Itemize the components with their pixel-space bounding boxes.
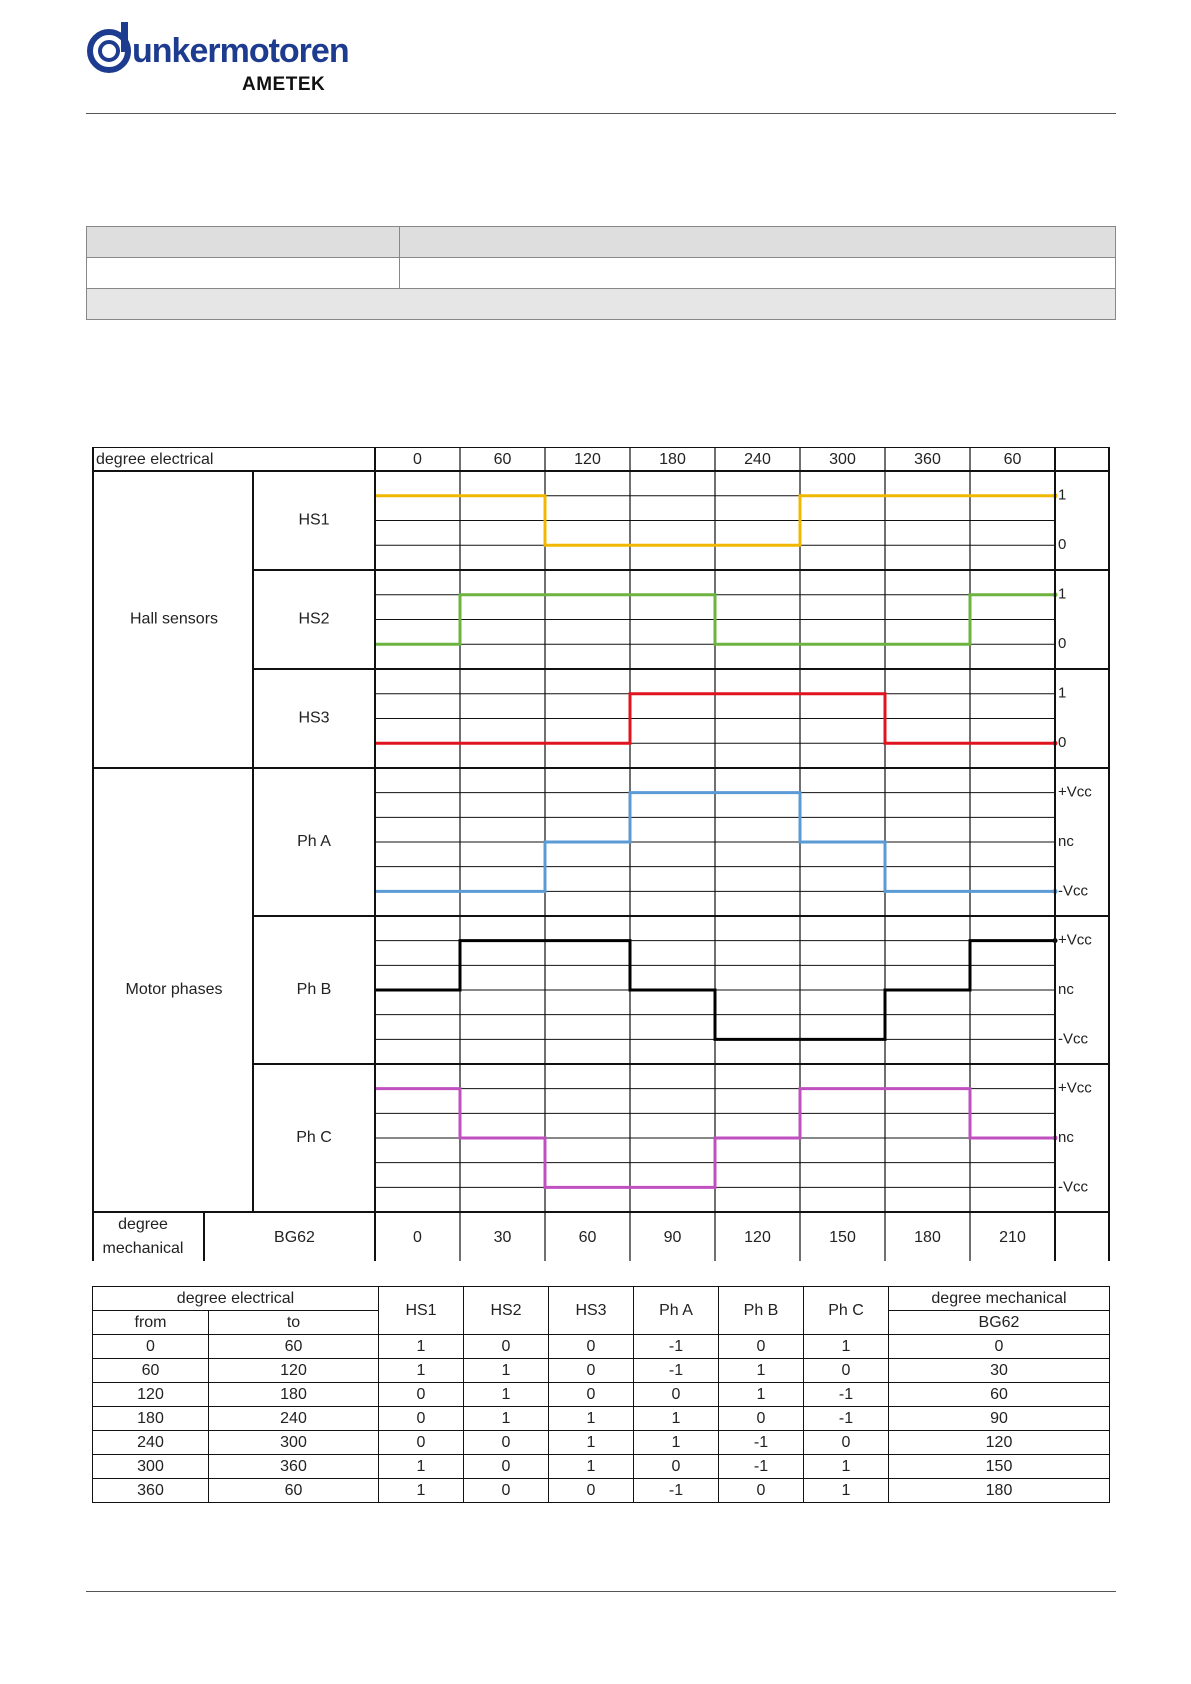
table-cell: -1 bbox=[804, 1383, 889, 1407]
table-cell: 360 bbox=[93, 1479, 209, 1503]
table-cell: 0 bbox=[379, 1431, 464, 1455]
table-cell: 1 bbox=[804, 1455, 889, 1479]
degree-mechanical-header: degree mechanical bbox=[889, 1287, 1110, 1311]
table-cell: 300 bbox=[93, 1455, 209, 1479]
degree-mechanical-tick: 120 bbox=[744, 1229, 771, 1247]
degree-mechanical-tick: 210 bbox=[999, 1229, 1026, 1247]
table-cell: 30 bbox=[889, 1359, 1110, 1383]
table-row bbox=[93, 1431, 1110, 1455]
info-table-band bbox=[87, 289, 1116, 320]
hs1-scale-label: 0 bbox=[1058, 536, 1067, 554]
phc-scale-label: -Vcc bbox=[1058, 1178, 1088, 1196]
from-header: from bbox=[93, 1311, 209, 1335]
table-cell: 0 bbox=[549, 1479, 634, 1503]
table-cell: 1 bbox=[464, 1359, 549, 1383]
table-cell: 1 bbox=[549, 1455, 634, 1479]
phc-label: Ph C bbox=[296, 1129, 332, 1147]
logo-ametek: AMETEK bbox=[242, 74, 326, 95]
degree-mechanical-tick: 30 bbox=[493, 1229, 512, 1247]
pha-scale-label: +Vcc bbox=[1058, 783, 1092, 801]
hs1-label: HS1 bbox=[298, 511, 330, 529]
degree-electrical-tick: 300 bbox=[829, 451, 856, 469]
degree-electrical-tick: 60 bbox=[493, 451, 512, 469]
hs3-header: HS3 bbox=[549, 1287, 634, 1335]
degree-electrical-header: degree electrical bbox=[93, 1287, 379, 1311]
table-cell: 0 bbox=[634, 1383, 719, 1407]
info-table-header-row bbox=[87, 227, 1116, 258]
table-cell: 0 bbox=[379, 1407, 464, 1431]
phb-scale-label: +Vcc bbox=[1058, 931, 1092, 949]
table-cell: 0 bbox=[804, 1431, 889, 1455]
table-cell: 1 bbox=[379, 1455, 464, 1479]
table-cell: 0 bbox=[93, 1335, 209, 1359]
table-cell: 360 bbox=[209, 1455, 379, 1479]
table-cell: 120 bbox=[93, 1383, 209, 1407]
table-cell: 1 bbox=[464, 1383, 549, 1407]
degree-mechanical-tick: 180 bbox=[914, 1229, 941, 1247]
table-cell: 0 bbox=[719, 1407, 804, 1431]
degree-mechanical-label: mechanical bbox=[102, 1240, 184, 1258]
table-cell: 0 bbox=[464, 1479, 549, 1503]
table-row bbox=[93, 1407, 1110, 1431]
table-cell: 0 bbox=[464, 1335, 549, 1359]
header-rule bbox=[86, 113, 1116, 114]
phb-header: Ph B bbox=[719, 1287, 804, 1335]
degree-electrical-tick: 120 bbox=[574, 451, 601, 469]
phb-label: Ph B bbox=[296, 981, 332, 999]
table-row bbox=[93, 1455, 1110, 1479]
table-cell: 240 bbox=[93, 1431, 209, 1455]
hs1-scale-label: 1 bbox=[1058, 486, 1067, 504]
table-cell: 0 bbox=[464, 1455, 549, 1479]
hs3-scale-label: 0 bbox=[1058, 734, 1067, 752]
table-cell: 120 bbox=[209, 1359, 379, 1383]
table-cell: 0 bbox=[719, 1479, 804, 1503]
table-cell: 1 bbox=[804, 1335, 889, 1359]
info-table bbox=[86, 226, 1116, 320]
phb-scale-label: nc bbox=[1058, 980, 1074, 998]
table-cell: 120 bbox=[889, 1431, 1110, 1455]
table-cell: 1 bbox=[464, 1407, 549, 1431]
footer-rule bbox=[86, 1591, 1116, 1592]
commutation-table bbox=[92, 1286, 1110, 1503]
hs3-label: HS3 bbox=[298, 709, 330, 727]
table-cell: -1 bbox=[634, 1479, 719, 1503]
degree-electrical-tick: 60 bbox=[1003, 451, 1022, 469]
degree-electrical-tick: 180 bbox=[659, 451, 686, 469]
table-cell: 0 bbox=[379, 1383, 464, 1407]
table-cell: -1 bbox=[804, 1407, 889, 1431]
degree-mechanical-label: degree bbox=[118, 1216, 168, 1234]
table-cell: 0 bbox=[549, 1383, 634, 1407]
logo-emblem-icon bbox=[85, 22, 135, 76]
degree-mechanical-tick: 0 bbox=[413, 1229, 422, 1247]
table-cell: 180 bbox=[889, 1479, 1110, 1503]
table-cell: 1 bbox=[719, 1383, 804, 1407]
motor-phases-label: Motor phases bbox=[125, 981, 223, 999]
table-cell: 300 bbox=[209, 1431, 379, 1455]
table-cell: 1 bbox=[634, 1431, 719, 1455]
table-cell: -1 bbox=[719, 1455, 804, 1479]
hs3-scale-label: 1 bbox=[1058, 684, 1067, 702]
degree-mechanical-tick: 150 bbox=[829, 1229, 856, 1247]
info-table-row bbox=[87, 258, 1116, 289]
phc-scale-label: +Vcc bbox=[1058, 1079, 1092, 1097]
table-cell: 90 bbox=[889, 1407, 1110, 1431]
table-cell: 0 bbox=[889, 1335, 1110, 1359]
table-cell: 180 bbox=[93, 1407, 209, 1431]
table-cell: 0 bbox=[634, 1455, 719, 1479]
hs2-scale-label: 0 bbox=[1058, 635, 1067, 653]
table-cell: 60 bbox=[209, 1479, 379, 1503]
degree-electrical-tick: 360 bbox=[914, 451, 941, 469]
table-cell: -1 bbox=[634, 1359, 719, 1383]
table-cell: 240 bbox=[209, 1407, 379, 1431]
degree-mechanical-tick: 90 bbox=[663, 1229, 682, 1247]
table-cell: 1 bbox=[379, 1479, 464, 1503]
degree-electrical-tick: 240 bbox=[744, 451, 771, 469]
table-cell: 180 bbox=[209, 1383, 379, 1407]
phc-scale-label: nc bbox=[1058, 1128, 1074, 1146]
table-row bbox=[93, 1335, 1110, 1359]
table-row bbox=[93, 1479, 1110, 1503]
table-cell: 0 bbox=[804, 1359, 889, 1383]
table-cell: 150 bbox=[889, 1455, 1110, 1479]
hall-sensors-label: Hall sensors bbox=[129, 610, 219, 628]
table-cell: 0 bbox=[549, 1335, 634, 1359]
table-cell: 1 bbox=[804, 1479, 889, 1503]
phb-scale-label: -Vcc bbox=[1058, 1030, 1088, 1048]
pha-scale-label: -Vcc bbox=[1058, 882, 1088, 900]
table-cell: 0 bbox=[719, 1335, 804, 1359]
hs2-scale-label: 1 bbox=[1058, 585, 1067, 603]
table-cell: 60 bbox=[209, 1335, 379, 1359]
table-cell: 1 bbox=[549, 1431, 634, 1455]
commutation-diagram bbox=[92, 447, 1112, 1261]
table-row bbox=[93, 1383, 1110, 1407]
table-cell: 1 bbox=[719, 1359, 804, 1383]
table-cell: 60 bbox=[93, 1359, 209, 1383]
phc-header: Ph C bbox=[804, 1287, 889, 1335]
pha-label: Ph A bbox=[297, 833, 331, 851]
table-cell: 0 bbox=[549, 1359, 634, 1383]
model-header: BG62 bbox=[889, 1311, 1110, 1335]
hs2-label: HS2 bbox=[298, 610, 330, 628]
logo-wordmark: unkermotoren bbox=[132, 32, 349, 70]
degree-electrical-tick: 0 bbox=[413, 451, 422, 469]
pha-scale-label: nc bbox=[1058, 832, 1074, 850]
degree-mechanical-tick: 60 bbox=[578, 1229, 597, 1247]
table-cell: 1 bbox=[634, 1407, 719, 1431]
hs1-header: HS1 bbox=[379, 1287, 464, 1335]
table-cell: 60 bbox=[889, 1383, 1110, 1407]
hs2-header: HS2 bbox=[464, 1287, 549, 1335]
logo bbox=[85, 22, 355, 100]
to-header: to bbox=[209, 1311, 379, 1335]
table-cell: 0 bbox=[464, 1431, 549, 1455]
table-cell: 1 bbox=[379, 1359, 464, 1383]
table-cell: 1 bbox=[549, 1407, 634, 1431]
degree-electrical-label: degree electrical bbox=[96, 451, 214, 469]
table-cell: 1 bbox=[379, 1335, 464, 1359]
pha-header: Ph A bbox=[634, 1287, 719, 1335]
table-cell: -1 bbox=[719, 1431, 804, 1455]
table-row bbox=[93, 1359, 1110, 1383]
table-cell: -1 bbox=[634, 1335, 719, 1359]
mech-model-label: BG62 bbox=[274, 1229, 315, 1247]
